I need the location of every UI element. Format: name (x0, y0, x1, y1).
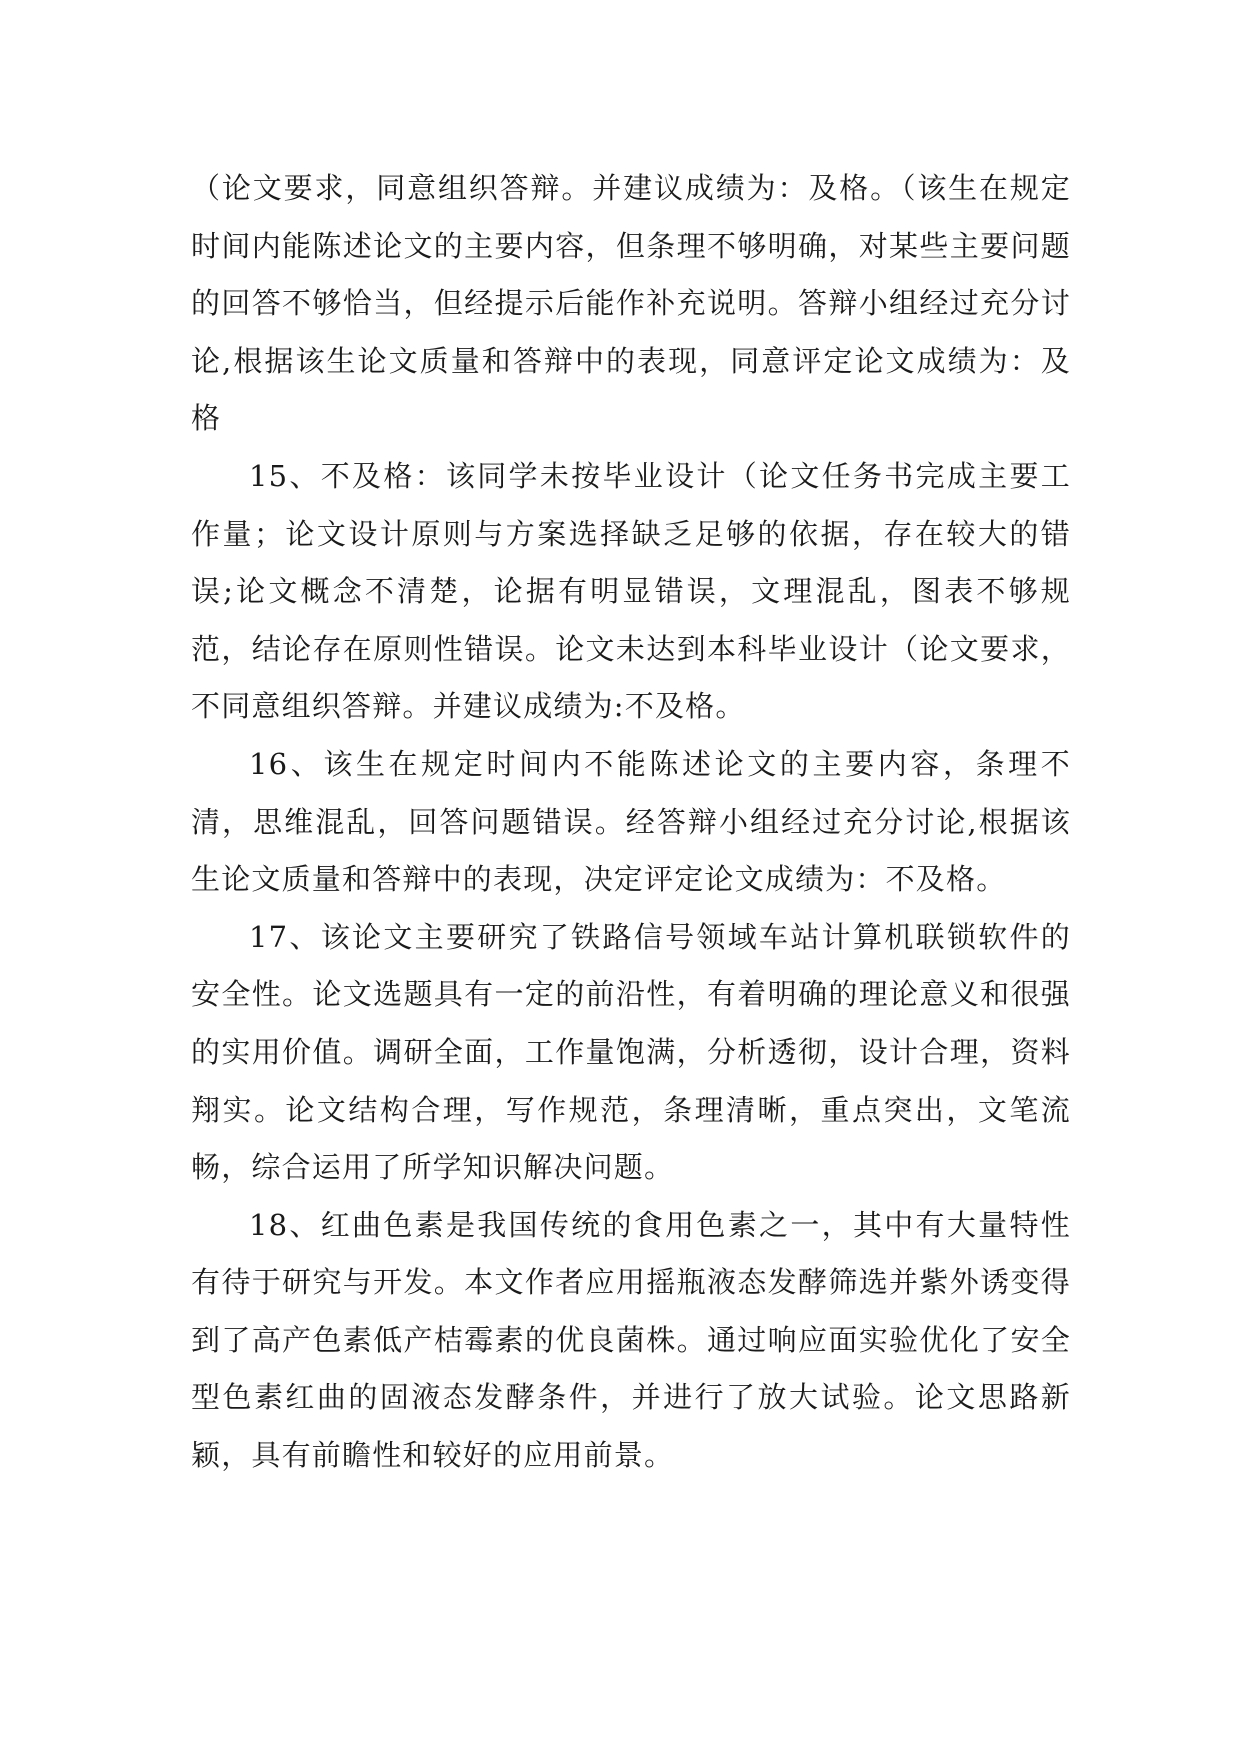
document-body (191, 160, 1071, 1485)
paragraph-18: 18、红曲色素是我国传统的食用色素之一，其中有大量特性有待于研究与开发。本文作者应用摇瓶液态发酵筛选并紫外诱变得到了高产色素低产桔霉素的优良菌株。通过响应面实验优化了安全型色素红曲的固液态发酵条件，并进行了放大试验。论文思路新颖，具有前瞻性和较好的应用前景。 (191, 1207, 1071, 1473)
paragraph-continuation: （论文要求，同意组织答辩。并建议成绩为：及格。（该生在规定时间内能陈述论文的主要内容，但条理不够明确，对某些主要问题的回答不够恰当，但经提示后能作补充说明。答辩小组经过充分讨论,根据该生论文质量和答辩中的表现，同意评定论文成绩为：及格 (191, 171, 1071, 436)
paragraph-17: 17、该论文主要研究了铁路信号领域车站计算机联锁软件的安全性。论文选题具有一定的前沿性，有着明确的理论意义和很强的实用价值。调研全面，工作量饱满，分析透彻，设计合理，资料翔实。论文结构合理，写作规范，条理清晰，重点突出，文笔流畅，综合运用了所学知识解决问题。 (191, 919, 1071, 1185)
paragraph-15: 15、不及格：该同学未按毕业设计（论文任务书完成主要工作量；论文设计原则与方案选择缺乏足够的依据，存在较大的错误;论文概念不清楚，论据有明显错误，文理混乱，图表不够规范，结论存在原则性错误。论文未达到本科毕业设计（论文要求，不同意组织答辩。并建议成绩为:不及格。 (191, 458, 1071, 724)
paragraph-16: 16、该生在规定时间内不能陈述论文的主要内容，条理不清，思维混乱，回答问题错误。经答辩小组经过充分讨论,根据该生论文质量和答辩中的表现，决定评定论文成绩为：不及格。 (191, 746, 1071, 897)
